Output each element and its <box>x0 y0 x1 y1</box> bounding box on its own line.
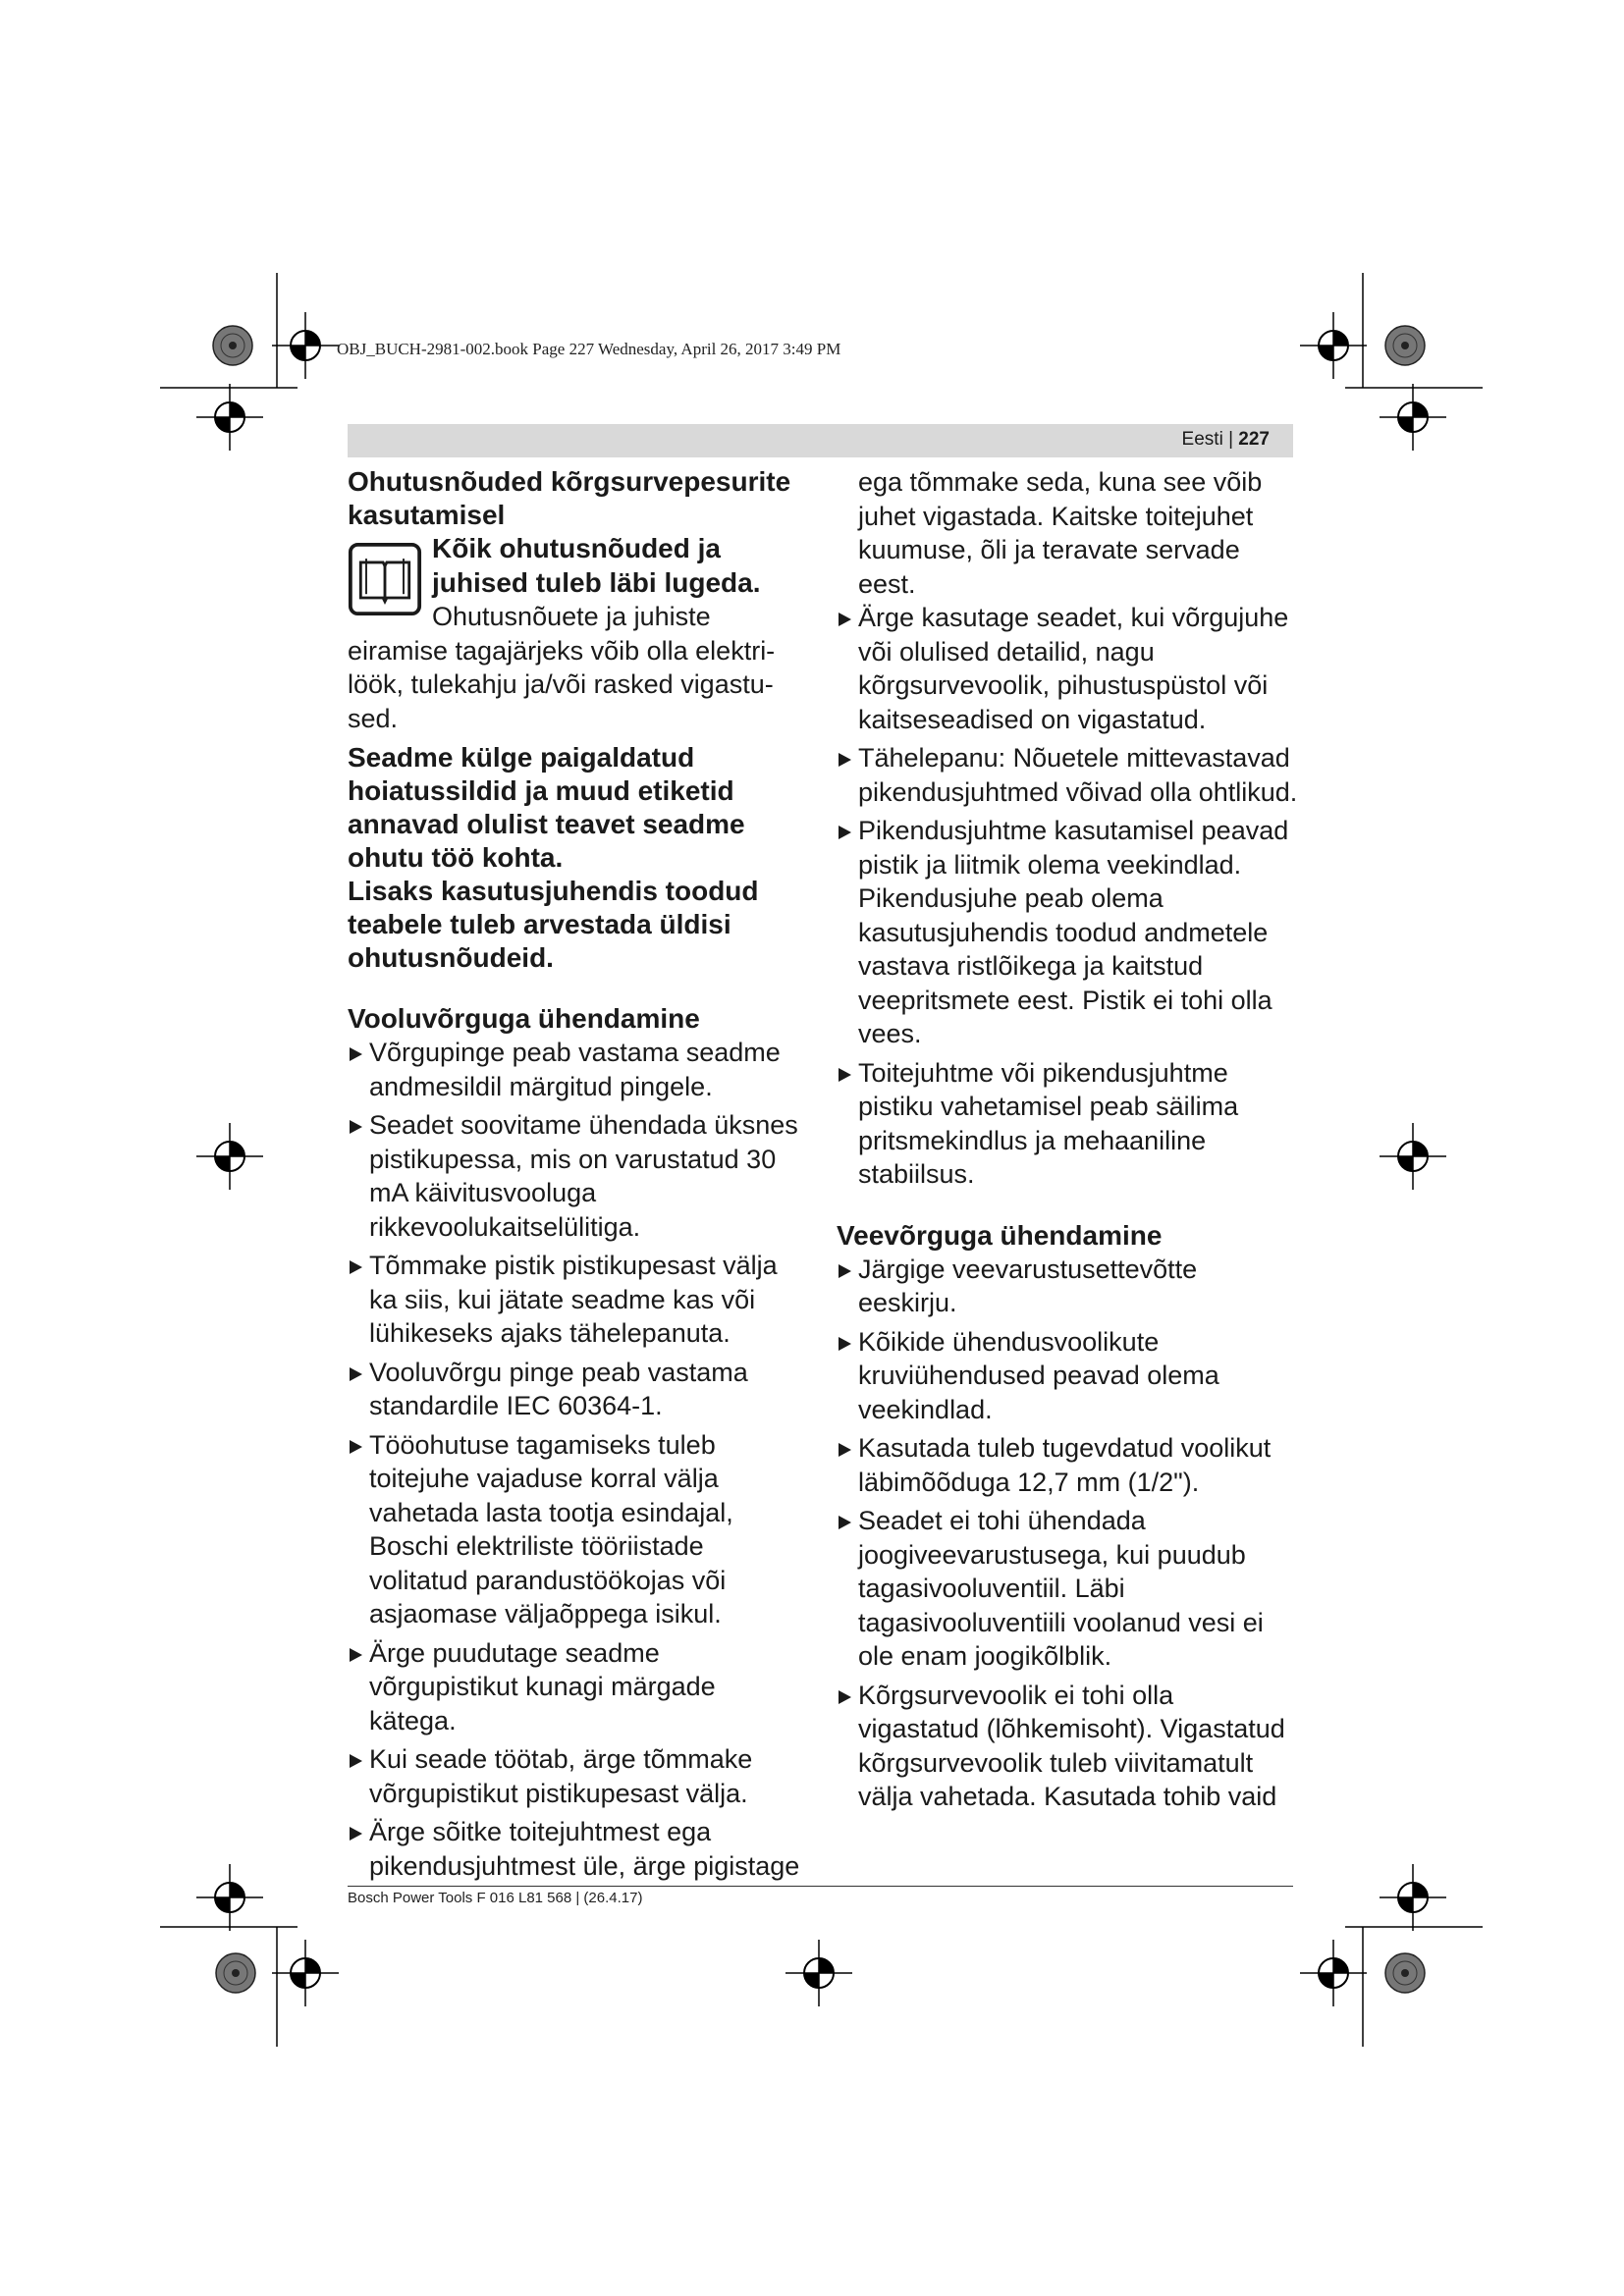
bullet-triangle-icon <box>839 826 851 839</box>
registration-mark-icon <box>785 1940 852 2006</box>
registration-mark-icon <box>1380 1123 1446 1190</box>
list-item: Tõmmake pistik pistikupesast välja ka siis, kui jätate seadme kas või lühikeseks ajaks tähelepanuta. <box>348 1249 807 1351</box>
read-instructions-heading: Kõik ohutusnõuded ja juhised tuleb läbi lugeda. <box>432 533 761 598</box>
read-instructions-text: Ohutusnõuete ja juhiste eiramise tagajärjeks võib olla elektri-löök, tulekahju ja/või rasked vigastu-sed. <box>348 602 776 733</box>
bullet-triangle-icon <box>839 1068 851 1082</box>
list-item: Tööohutuse tagamiseks tuleb toitejuhe vajaduse korral välja vahetada lasta tootja esindajal, Boschi elektriliste tööriistade volitatud parandustöökojas või asjaomase väljaõppega isikul. <box>348 1428 807 1631</box>
color-target-icon <box>213 326 252 365</box>
read-manual-icon <box>348 542 422 616</box>
list-item: Kasutada tuleb tugevdatud voolikut läbimõõduga 12,7 mm (1/2"). <box>837 1431 1298 1499</box>
color-target-icon <box>1385 326 1425 365</box>
registration-mark-icon <box>196 384 263 451</box>
power-list-continued <box>837 601 1298 1192</box>
page-header-band <box>348 424 1293 457</box>
bullet-triangle-icon <box>839 1516 851 1529</box>
list-item: Vooluvõrgu pinge peab vastama standardile IEC 60364-1. <box>348 1356 807 1423</box>
list-item: Ärge sõitke toitejuhtmest ega pikendusjuhtmest üle, ärge pigistage <box>348 1815 807 1883</box>
bullet-triangle-icon <box>839 753 851 767</box>
bullet-triangle-icon <box>839 1337 851 1351</box>
water-list <box>837 1253 1298 1814</box>
file-header: OBJ_BUCH-2981-002.book Page 227 Wednesday, April 26, 2017 3:49 PM <box>337 340 841 358</box>
list-item: Ärge puudutage seadme võrgupistikut kunagi märgade kätega. <box>348 1636 807 1738</box>
page-language: Eesti <box>1181 429 1223 450</box>
bullet-triangle-icon <box>350 1648 362 1662</box>
registration-mark-icon <box>272 1940 339 2006</box>
registration-mark-icon <box>1300 1940 1367 2006</box>
footer-divider <box>348 1886 1293 1887</box>
left-column <box>348 465 807 1888</box>
bullet-triangle-icon <box>839 1264 851 1278</box>
registration-mark-icon <box>1380 384 1446 451</box>
list-item: Tähelepanu: Nõuetele mittevastavad pikendusjuhtmed võivad olla ohtlikud. <box>837 741 1298 809</box>
power-section-heading: Vooluvõrguga ühendamine <box>348 1003 700 1034</box>
list-item: Kui seade töötab, ärge tõmmake võrgupistikut pistikupesast välja. <box>348 1742 807 1810</box>
color-target-icon <box>216 1953 255 1993</box>
list-item: Ärge kasutage seadet, kui võrgujuhe või olulised detailid, nagu kõrgsurvevoolik, pihustuspüstol või kaitseseadised on vigastatud. <box>837 601 1298 736</box>
power-list <box>348 1036 807 1883</box>
list-item: Võrgupinge peab vastama seadme andmesildil märgitud pingele. <box>348 1036 807 1103</box>
bullet-triangle-icon <box>350 1120 362 1134</box>
continued-text: ega tõmmake seda, kuna see võib juhet vigastada. Kaitske toitejuhet kuumuse, õli ja teravate servade eest. <box>858 467 1263 599</box>
labels-notice: Seadme külge paigaldatud hoiatussildid ja muud etiketid annavad olulist teavet seadme ohutu töö kohta. <box>348 742 745 873</box>
bullet-triangle-icon <box>839 1443 851 1457</box>
list-item: Seadet ei tohi ühendada joogiveevarustusega, kui puudub tagasivooluventiil. Läbi tagasivooluventiili voolanud vesi ei ole enam joogikõlblik. <box>837 1504 1298 1674</box>
page-label <box>1182 429 1270 451</box>
registration-mark-icon <box>1300 312 1367 379</box>
list-item: Pikendusjuhtme kasutamisel peavad pistik ja liitmik olema veekindlad. Pikendusjuhe peab olema kasutusjuhendis toodud andmetele vastava ristlõikega ja kaitstud veepritsmete eest. Pistik ei tohi olla vees. <box>837 814 1298 1051</box>
bullet-triangle-icon <box>350 1047 362 1061</box>
bullet-triangle-icon <box>350 1440 362 1454</box>
registration-mark-icon <box>272 312 339 379</box>
page-number: 227 <box>1238 429 1270 450</box>
list-item: Seadet soovitame ühendada üksnes pistikupessa, mis on varustatud 30 mA käivitusvooluga rikkevoolukaitselülitiga. <box>348 1108 807 1244</box>
list-item: Kõikide ühendusvoolikute kruviühendused peavad olema veekindlad. <box>837 1325 1298 1427</box>
bullet-triangle-icon <box>350 1754 362 1768</box>
bullet-triangle-icon <box>839 1690 851 1704</box>
manual-notice: Lisaks kasutusjuhendis toodud teabele tuleb arvestada üldisi ohutusnõudeid. <box>348 876 759 973</box>
list-item: Kõrgsurvevoolik ei tohi olla vigastatud (lõhkemisoht). Vigastatud kõrgsurvevoolik tuleb viivitamatult välja vahetada. Kasutada tohib vaid <box>837 1679 1298 1814</box>
registration-mark-icon <box>196 1864 263 1931</box>
footer-text: Bosch Power Tools F 016 L81 568 | (26.4.17) <box>348 1890 643 1906</box>
bullet-triangle-icon <box>839 613 851 626</box>
registration-mark-icon <box>1380 1864 1446 1931</box>
read-instructions-block <box>348 532 807 735</box>
page-separator: | <box>1228 429 1234 450</box>
color-target-icon <box>1385 1953 1425 1993</box>
registration-mark-icon <box>196 1123 263 1190</box>
bullet-triangle-icon <box>350 1827 362 1841</box>
bullet-triangle-icon <box>350 1367 362 1381</box>
water-section-heading: Veevõrguga ühendamine <box>837 1219 1163 1251</box>
bullet-triangle-icon <box>350 1260 362 1274</box>
list-item: Järgige veevarustusettevõtte eeskirju. <box>837 1253 1298 1320</box>
right-column <box>837 465 1298 1819</box>
safety-title: Ohutusnõuded kõrgsurvepesurite kasutamisel <box>348 466 791 530</box>
list-item: Toitejuhtme või pikendusjuhtme pistiku vahetamisel peab säilima pritsmekindlus ja mehaaniline stabiilsus. <box>837 1056 1298 1192</box>
